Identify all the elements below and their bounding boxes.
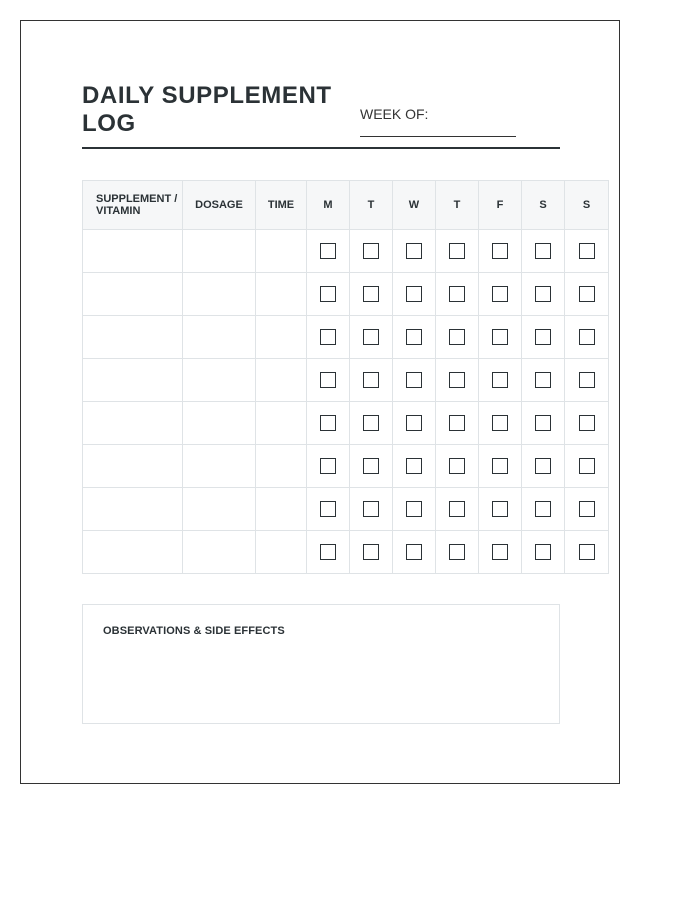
day-cell-wednesday	[393, 316, 436, 359]
observations-box[interactable]	[82, 604, 560, 724]
day-cell-monday	[307, 531, 350, 574]
checkbox-friday[interactable]	[492, 544, 508, 560]
dosage-cell[interactable]	[183, 531, 256, 574]
page-title: DAILY SUPPLEMENT LOG	[82, 82, 332, 137]
time-cell[interactable]	[256, 402, 307, 445]
supplement-cell[interactable]	[83, 445, 183, 488]
day-cell-saturday	[522, 445, 565, 488]
day-cell-thursday	[436, 402, 479, 445]
title-divider	[82, 147, 560, 149]
checkbox-thursday[interactable]	[449, 458, 465, 474]
checkbox-friday[interactable]	[492, 243, 508, 259]
checkbox-saturday[interactable]	[535, 458, 551, 474]
checkbox-thursday[interactable]	[449, 415, 465, 431]
time-cell[interactable]	[256, 273, 307, 316]
checkbox-monday[interactable]	[320, 329, 336, 345]
day-cell-sunday	[565, 402, 609, 445]
day-cell-friday	[479, 316, 522, 359]
supplement-cell[interactable]	[83, 488, 183, 531]
day-cell-thursday	[436, 531, 479, 574]
day-cell-thursday	[436, 445, 479, 488]
day-cell-thursday	[436, 316, 479, 359]
day-cell-monday	[307, 445, 350, 488]
checkbox-monday[interactable]	[320, 501, 336, 517]
table-row	[83, 359, 609, 402]
day-cell-friday	[479, 230, 522, 273]
checkbox-monday[interactable]	[320, 415, 336, 431]
checkbox-saturday[interactable]	[535, 329, 551, 345]
dosage-cell[interactable]	[183, 273, 256, 316]
checkbox-wednesday[interactable]	[406, 458, 422, 474]
checkbox-sunday[interactable]	[579, 286, 595, 302]
day-cell-friday	[479, 445, 522, 488]
day-cell-wednesday	[393, 402, 436, 445]
time-cell[interactable]	[256, 316, 307, 359]
checkbox-sunday[interactable]	[579, 501, 595, 517]
supplement-cell[interactable]	[83, 402, 183, 445]
checkbox-thursday[interactable]	[449, 329, 465, 345]
table-row	[83, 531, 609, 574]
day-cell-wednesday	[393, 445, 436, 488]
column-header-saturday: S	[522, 181, 565, 230]
day-cell-tuesday	[350, 273, 393, 316]
column-header-wednesday: W	[393, 181, 436, 230]
checkbox-wednesday[interactable]	[406, 243, 422, 259]
observations-label: OBSERVATIONS & SIDE EFFECTS	[103, 625, 285, 637]
day-cell-wednesday	[393, 273, 436, 316]
checkbox-wednesday[interactable]	[406, 501, 422, 517]
checkbox-monday[interactable]	[320, 286, 336, 302]
day-cell-sunday	[565, 531, 609, 574]
week-of-label: WEEK OF:	[360, 106, 429, 122]
column-header-tuesday: T	[350, 181, 393, 230]
column-header-dosage: DOSAGE	[183, 181, 256, 230]
checkbox-tuesday[interactable]	[363, 372, 379, 388]
table-row	[83, 445, 609, 488]
supplement-cell[interactable]	[83, 531, 183, 574]
day-cell-sunday	[565, 488, 609, 531]
checkbox-sunday[interactable]	[579, 415, 595, 431]
log-page	[20, 20, 620, 784]
day-cell-tuesday	[350, 230, 393, 273]
checkbox-saturday[interactable]	[535, 243, 551, 259]
checkbox-sunday[interactable]	[579, 243, 595, 259]
day-cell-saturday	[522, 273, 565, 316]
day-cell-wednesday	[393, 230, 436, 273]
day-cell-thursday	[436, 488, 479, 531]
dosage-cell[interactable]	[183, 445, 256, 488]
checkbox-monday[interactable]	[320, 243, 336, 259]
checkbox-saturday[interactable]	[535, 286, 551, 302]
checkbox-friday[interactable]	[492, 458, 508, 474]
day-cell-saturday	[522, 230, 565, 273]
day-cell-monday	[307, 273, 350, 316]
checkbox-friday[interactable]	[492, 286, 508, 302]
day-cell-wednesday	[393, 531, 436, 574]
checkbox-tuesday[interactable]	[363, 458, 379, 474]
checkbox-thursday[interactable]	[449, 544, 465, 560]
column-header-thursday: T	[436, 181, 479, 230]
dosage-cell[interactable]	[183, 359, 256, 402]
checkbox-wednesday[interactable]	[406, 329, 422, 345]
dosage-cell[interactable]	[183, 402, 256, 445]
column-header-friday: F	[479, 181, 522, 230]
checkbox-saturday[interactable]	[535, 544, 551, 560]
checkbox-tuesday[interactable]	[363, 243, 379, 259]
checkbox-tuesday[interactable]	[363, 286, 379, 302]
checkbox-friday[interactable]	[492, 415, 508, 431]
dosage-cell[interactable]	[183, 488, 256, 531]
checkbox-friday[interactable]	[492, 329, 508, 345]
table-row	[83, 488, 609, 531]
supplement-cell[interactable]	[83, 359, 183, 402]
checkbox-wednesday[interactable]	[406, 372, 422, 388]
day-cell-friday	[479, 488, 522, 531]
checkbox-monday[interactable]	[320, 544, 336, 560]
checkbox-tuesday[interactable]	[363, 329, 379, 345]
table-row	[83, 316, 609, 359]
checkbox-friday[interactable]	[492, 372, 508, 388]
day-cell-wednesday	[393, 488, 436, 531]
checkbox-monday[interactable]	[320, 458, 336, 474]
checkbox-sunday[interactable]	[579, 329, 595, 345]
dosage-cell[interactable]	[183, 316, 256, 359]
day-cell-friday	[479, 402, 522, 445]
day-cell-monday	[307, 359, 350, 402]
checkbox-sunday[interactable]	[579, 458, 595, 474]
day-cell-sunday	[565, 273, 609, 316]
day-cell-tuesday	[350, 445, 393, 488]
day-cell-sunday	[565, 359, 609, 402]
table-header-row	[83, 181, 609, 230]
checkbox-wednesday[interactable]	[406, 286, 422, 302]
checkbox-monday[interactable]	[320, 372, 336, 388]
supplement-cell[interactable]	[83, 273, 183, 316]
day-cell-saturday	[522, 402, 565, 445]
day-cell-wednesday	[393, 359, 436, 402]
time-cell[interactable]	[256, 488, 307, 531]
checkbox-thursday[interactable]	[449, 286, 465, 302]
day-cell-sunday	[565, 230, 609, 273]
time-cell[interactable]	[256, 445, 307, 488]
checkbox-sunday[interactable]	[579, 544, 595, 560]
checkbox-saturday[interactable]	[535, 372, 551, 388]
checkbox-wednesday[interactable]	[406, 415, 422, 431]
day-cell-monday	[307, 488, 350, 531]
column-header-time: TIME	[256, 181, 307, 230]
week-of-field[interactable]	[360, 136, 516, 137]
table-body	[83, 230, 609, 574]
supplement-cell[interactable]	[83, 316, 183, 359]
day-cell-monday	[307, 230, 350, 273]
column-header-supplement: SUPPLEMENT / VITAMIN	[83, 181, 183, 230]
checkbox-sunday[interactable]	[579, 372, 595, 388]
day-cell-tuesday	[350, 402, 393, 445]
day-cell-tuesday	[350, 316, 393, 359]
time-cell[interactable]	[256, 230, 307, 273]
day-cell-sunday	[565, 316, 609, 359]
time-cell[interactable]	[256, 531, 307, 574]
supplement-cell[interactable]	[83, 230, 183, 273]
day-cell-saturday	[522, 359, 565, 402]
supplement-table	[82, 180, 609, 574]
time-cell[interactable]	[256, 359, 307, 402]
day-cell-tuesday	[350, 359, 393, 402]
checkbox-tuesday[interactable]	[363, 415, 379, 431]
day-cell-friday	[479, 273, 522, 316]
day-cell-saturday	[522, 316, 565, 359]
day-cell-thursday	[436, 273, 479, 316]
table-row	[83, 402, 609, 445]
day-cell-monday	[307, 402, 350, 445]
checkbox-wednesday[interactable]	[406, 544, 422, 560]
day-cell-thursday	[436, 359, 479, 402]
checkbox-thursday[interactable]	[449, 372, 465, 388]
table-row	[83, 273, 609, 316]
day-cell-thursday	[436, 230, 479, 273]
checkbox-thursday[interactable]	[449, 501, 465, 517]
day-cell-friday	[479, 359, 522, 402]
table-row	[83, 230, 609, 273]
checkbox-tuesday[interactable]	[363, 544, 379, 560]
day-cell-monday	[307, 316, 350, 359]
day-cell-saturday	[522, 531, 565, 574]
day-cell-friday	[479, 531, 522, 574]
checkbox-tuesday[interactable]	[363, 501, 379, 517]
checkbox-thursday[interactable]	[449, 243, 465, 259]
column-header-monday: M	[307, 181, 350, 230]
day-cell-saturday	[522, 488, 565, 531]
checkbox-saturday[interactable]	[535, 415, 551, 431]
day-cell-tuesday	[350, 531, 393, 574]
day-cell-sunday	[565, 445, 609, 488]
checkbox-saturday[interactable]	[535, 501, 551, 517]
day-cell-tuesday	[350, 488, 393, 531]
dosage-cell[interactable]	[183, 230, 256, 273]
column-header-sunday: S	[565, 181, 609, 230]
checkbox-friday[interactable]	[492, 501, 508, 517]
